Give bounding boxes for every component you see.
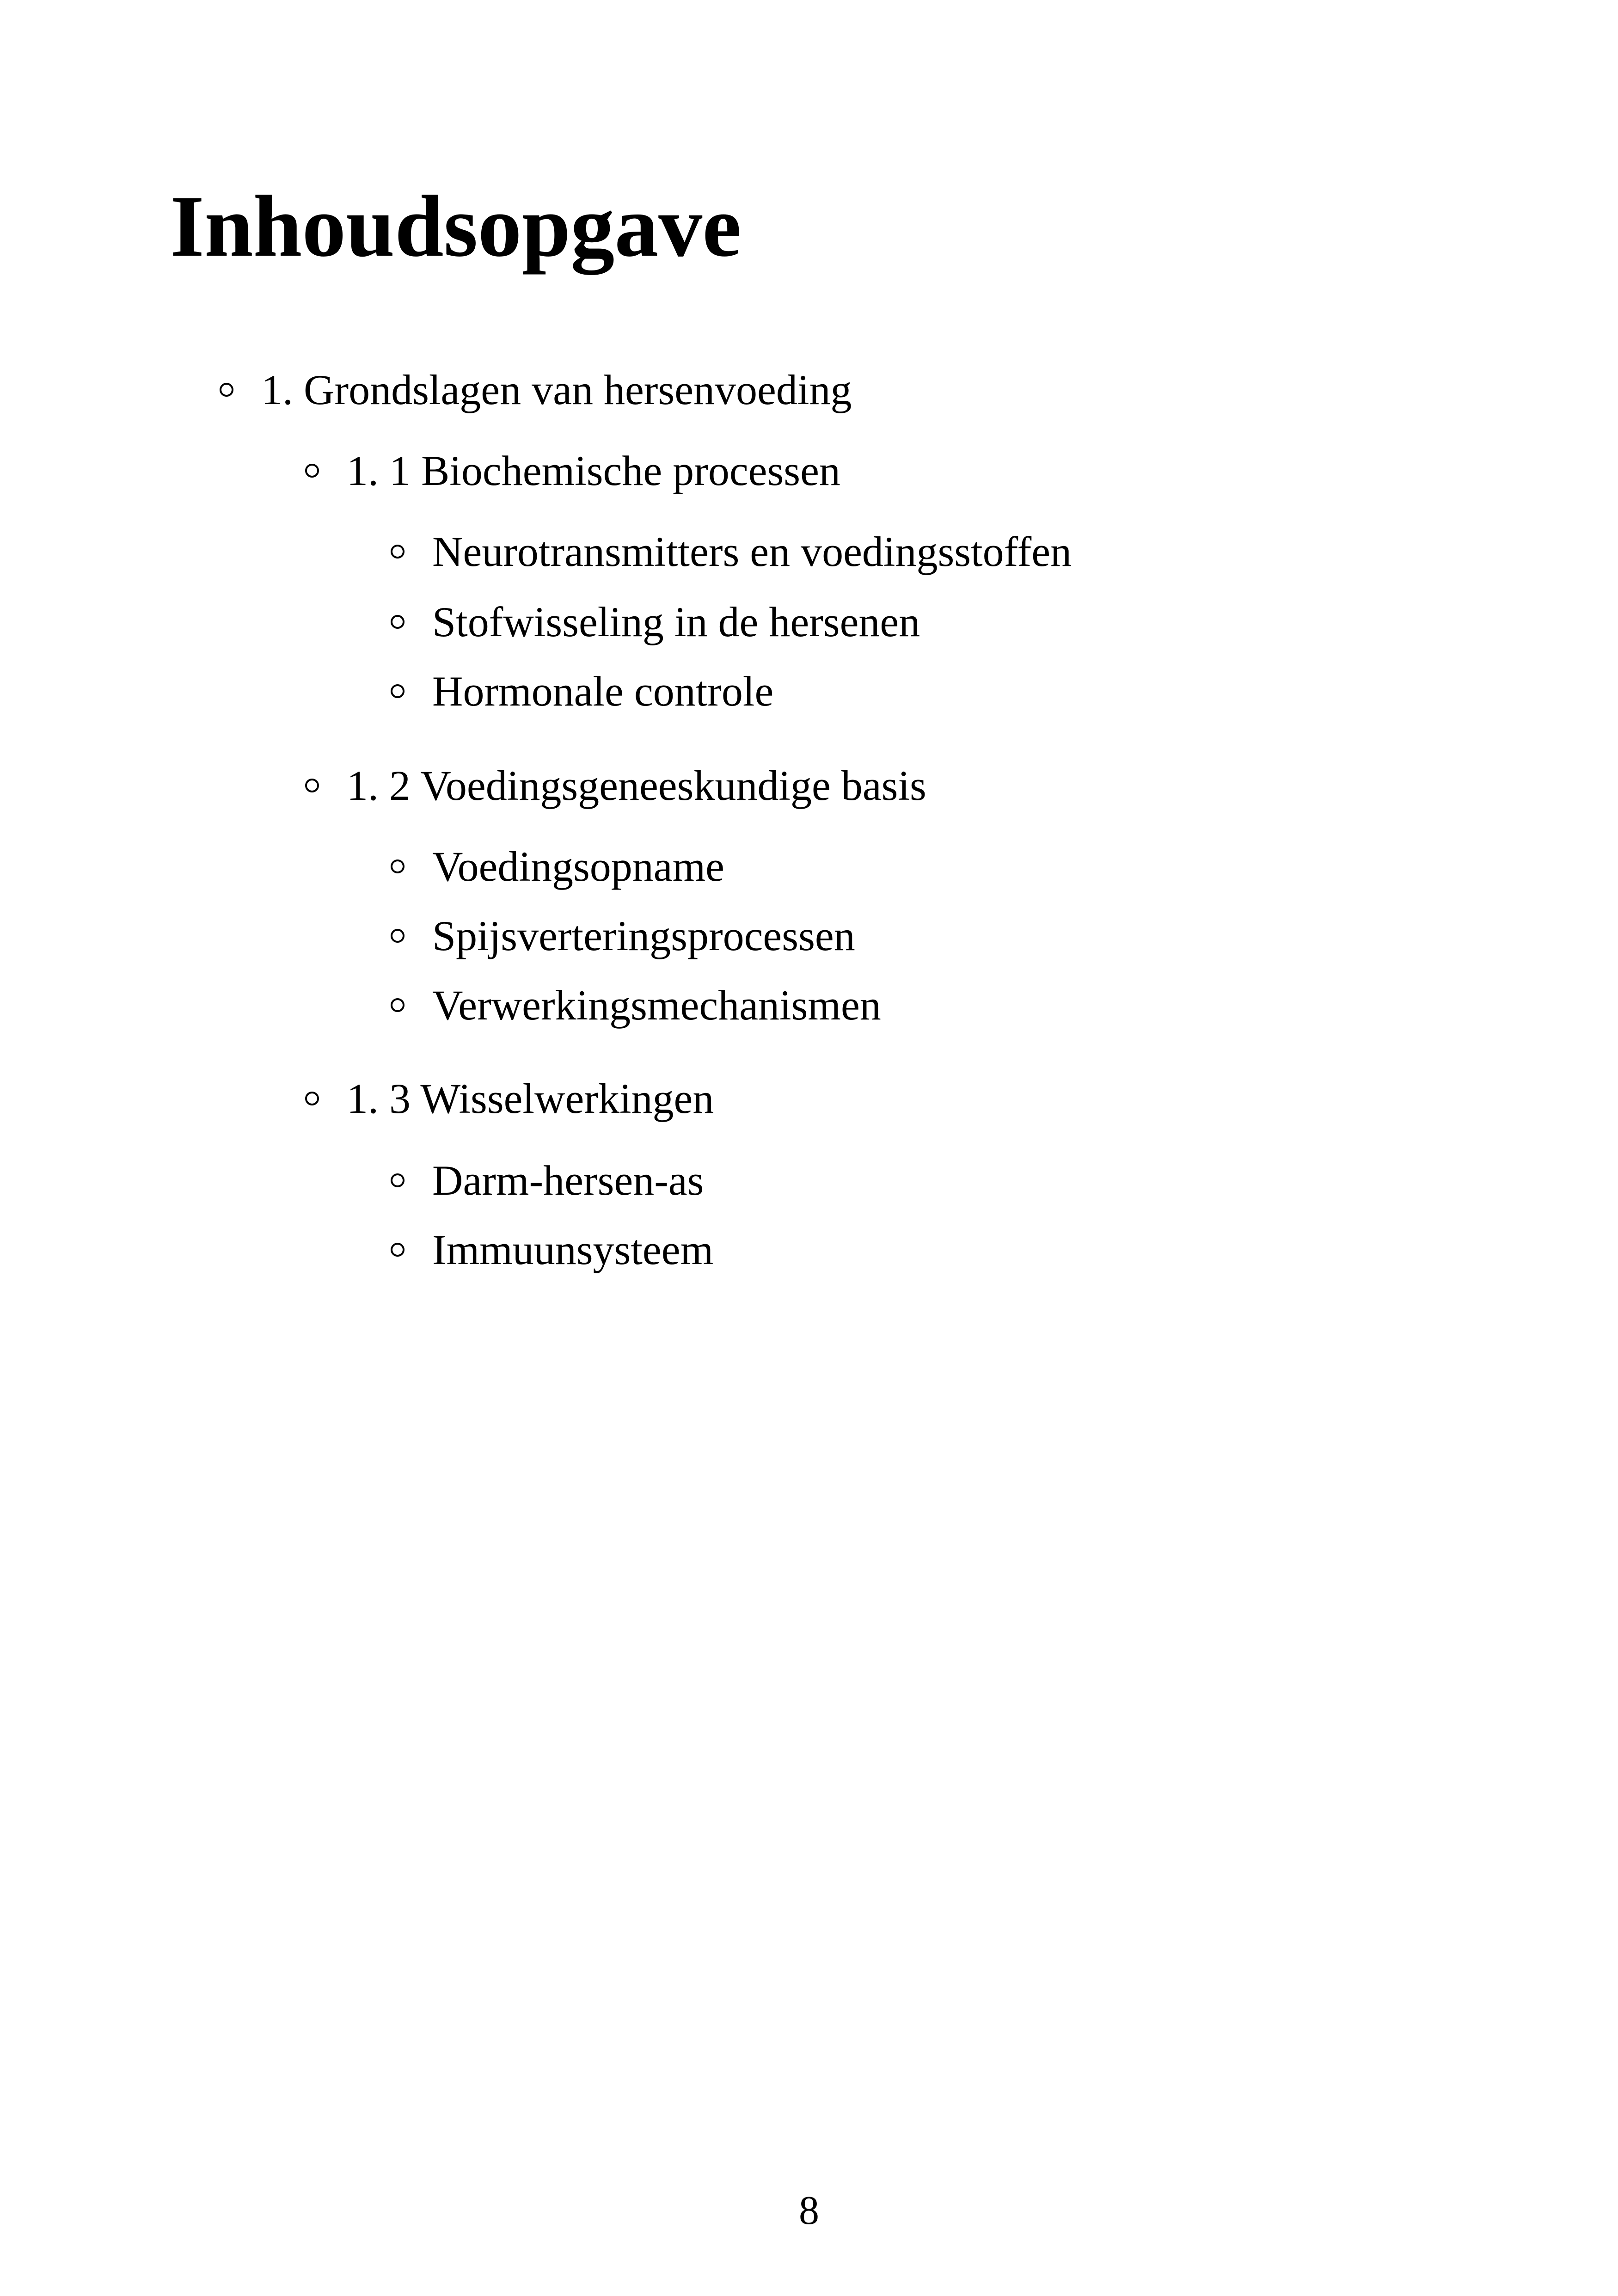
hollow-circle-bullet-icon — [391, 998, 404, 1012]
hollow-circle-bullet-icon — [391, 545, 404, 559]
toc-item-label: Immuunsysteem — [432, 1226, 714, 1273]
hollow-circle-bullet-icon — [305, 1092, 319, 1105]
toc-chapter-1[interactable] — [220, 368, 852, 411]
toc-section-1-1[interactable] — [305, 449, 840, 492]
toc-item-label: Neurotransmitters en voedingsstoffen — [432, 528, 1072, 575]
hollow-circle-bullet-icon — [391, 684, 404, 698]
hollow-circle-bullet-icon — [391, 929, 404, 943]
page-title: Inhoudsopgave — [170, 178, 742, 275]
toc-section-1-2[interactable] — [305, 764, 926, 807]
toc-item[interactable] — [391, 598, 920, 645]
toc-item[interactable] — [391, 1159, 704, 1202]
hollow-circle-bullet-icon — [220, 383, 233, 397]
toc-item[interactable] — [391, 668, 774, 715]
toc-section-label: 1. 3 Wisselwerkingen — [347, 1075, 714, 1122]
hollow-circle-bullet-icon — [391, 859, 404, 873]
toc-item[interactable] — [391, 982, 881, 1029]
hollow-circle-bullet-icon — [391, 615, 404, 629]
toc-item[interactable] — [391, 845, 724, 888]
toc-section-label: 1. 1 Biochemische processen — [347, 447, 840, 494]
toc-chapter-label: 1. Grondslagen van hersenvoeding — [261, 366, 852, 413]
toc-item-label: Darm-hersen-as — [432, 1157, 704, 1204]
toc-item-label: Hormonale controle — [432, 668, 774, 715]
hollow-circle-bullet-icon — [391, 1173, 404, 1187]
toc-item[interactable] — [391, 530, 1072, 573]
page-number: 8 — [799, 2188, 819, 2233]
hollow-circle-bullet-icon — [391, 1243, 404, 1257]
toc-item-label: Spijsverteringsprocessen — [432, 912, 855, 959]
toc-item-label: Voedingsopname — [432, 843, 725, 890]
hollow-circle-bullet-icon — [305, 779, 319, 792]
toc-item-label: Verwerkingsmechanismen — [432, 982, 881, 1029]
toc-item-label: Stofwisseling in de hersenen — [432, 598, 920, 645]
toc-section-label: 1. 2 Voedingsgeneeskundige basis — [347, 762, 926, 809]
hollow-circle-bullet-icon — [305, 464, 319, 478]
toc-section-1-3[interactable] — [305, 1077, 714, 1120]
toc-item[interactable] — [391, 1228, 713, 1271]
toc-item[interactable] — [391, 912, 855, 959]
